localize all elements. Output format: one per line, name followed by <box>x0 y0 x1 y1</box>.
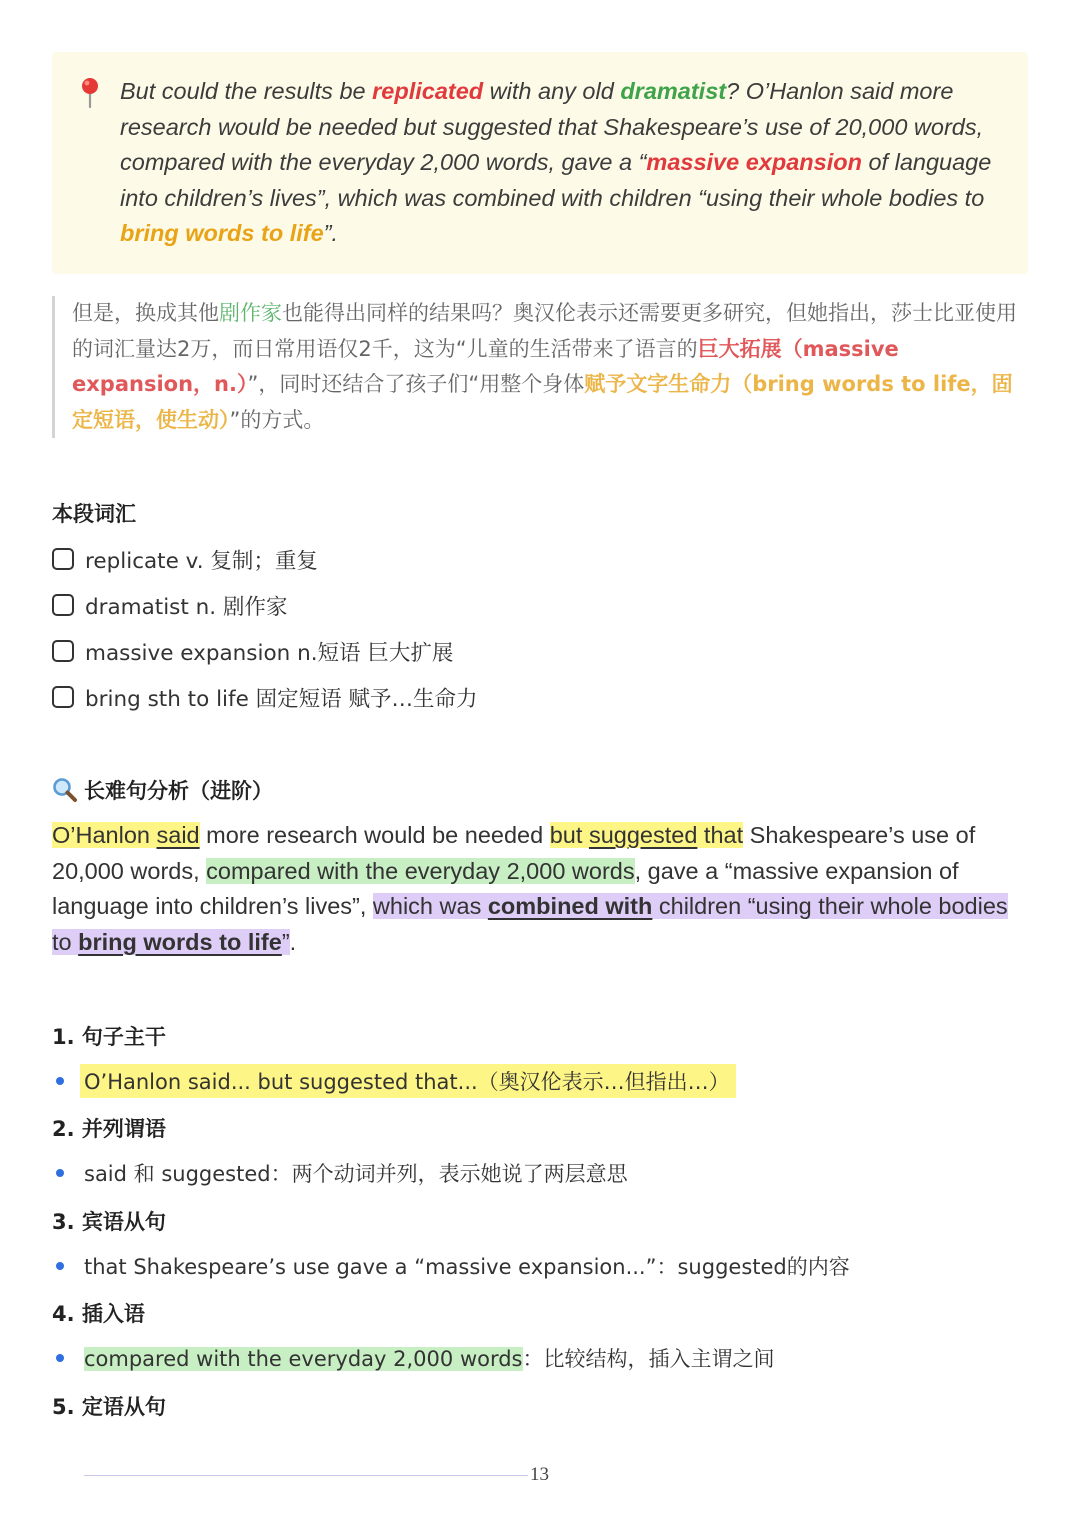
checkbox-icon[interactable] <box>52 640 74 662</box>
bullet-dot-icon <box>56 1169 64 1177</box>
bullet-item: O’Hanlon said... but suggested that...（奥汉伦表示…但指出…） <box>56 1063 736 1099</box>
chinese-translation: 但是，换成其他剧作家也能得出同样的结果吗？奥汉伦表示还需要更多研究，但她指出，莎士比亚使用的词汇量达2万，而日常用语仅2千，这为“儿童的生活带来了语言的巨大拓展（massive expansion，n.）”，同时还结合了孩子们“用整个身体赋予文字生命力（bring words to life，固定短语，使生动）”的方式。 <box>52 296 1032 438</box>
point-heading: 2. 并列谓语 <box>52 1117 166 1141</box>
word-massive-expansion: massive expansion <box>646 149 862 175</box>
word-replicated: replicated <box>372 78 484 104</box>
checkbox-icon[interactable] <box>52 548 74 570</box>
bullet-item: that Shakespeare’s use gave a “massive expansion...”：suggested的内容 <box>56 1248 856 1284</box>
point-heading: 1. 句子主干 <box>52 1025 166 1049</box>
vocab-heading: 本段词汇 <box>52 502 136 526</box>
bullet-item: compared with the everyday 2,000 words：比较结构，插入主谓之间 <box>56 1340 775 1376</box>
point-heading: 4. 插入语 <box>52 1302 145 1326</box>
annotated-sentence: O’Hanlon said more research would be needed but suggested that Shakespeare’s use of 20,000 words, compared with the everyday 2,000 words, gave a “massive expansion of language into children’s lives”, which was combined with children “using their whole bodies to bring words to life”. <box>52 822 1008 955</box>
point-heading: 5. 定语从句 <box>52 1395 166 1419</box>
cn-dramatist: 剧作家 <box>219 301 282 325</box>
cn-bring-words-to-life: 赋予文字生命力（bring words to life，固定短语，使生动） <box>72 372 1013 432</box>
bullet-dot-icon <box>56 1354 64 1362</box>
word-dramatist: dramatist <box>620 78 727 104</box>
analysis-heading: 长难句分析（进阶） <box>52 775 273 805</box>
hl-compared: compared with the everyday 2,000 words <box>206 857 635 884</box>
bullet-dot-icon <box>56 1077 64 1085</box>
word-bring-words-to-life: bring words to life <box>120 220 324 246</box>
bullet-item: said 和 suggested：两个动词并列，表示她说了两层意思 <box>56 1155 634 1191</box>
footer-divider <box>84 1475 540 1476</box>
cn-massive-expansion: 巨大拓展（massive expansion，n.） <box>72 336 899 396</box>
vocab-item[interactable]: bring sth to life 固定短语 赋予…生命力 <box>52 682 478 712</box>
vocab-item[interactable]: massive expansion n.短语 巨大扩展 <box>52 636 453 666</box>
pushpin-icon <box>78 77 102 109</box>
page-number: 13 <box>530 1464 549 1485</box>
english-callout <box>52 52 1028 274</box>
vocab-item[interactable]: dramatist n. 剧作家 <box>52 590 287 620</box>
checkbox-icon[interactable] <box>52 686 74 708</box>
magnifier-icon <box>52 777 78 803</box>
bullet-dot-icon <box>56 1262 64 1270</box>
callout-paragraph: But could the results be replicated with any old dramatist? O’Hanlon said more research would be needed but suggested that Shakespeare’s use of 20,000 words, compared with the everyday 2,000 words, gave a “massive expansion of language into children’s lives”, which was combined with children “using their whole bodies to bring words to life”. <box>120 78 992 246</box>
point-heading: 3. 宾语从句 <box>52 1210 166 1234</box>
checkbox-icon[interactable] <box>52 594 74 616</box>
vocab-item[interactable]: replicate v. 复制；重复 <box>52 544 318 574</box>
